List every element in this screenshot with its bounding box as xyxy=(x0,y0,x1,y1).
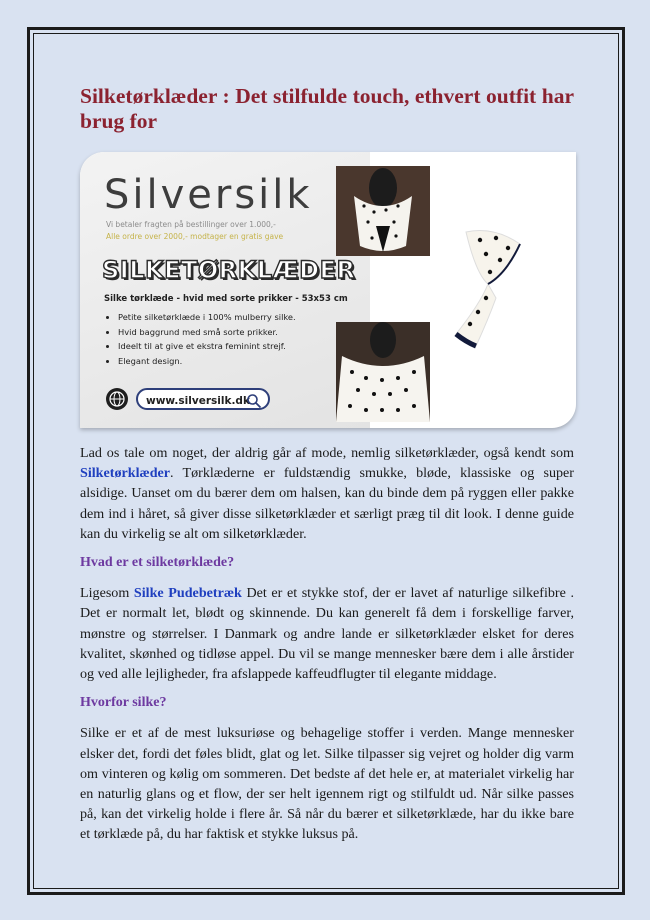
scarf-photo-knot xyxy=(436,224,536,354)
feature-item: • Hvid baggrund med små sorte prikker. xyxy=(118,325,296,340)
feature-item: • Elegant design. xyxy=(118,354,296,369)
intro-paragraph: Lad os tale om noget, der aldrig går af mode, nemlig silketørklæder, også kendt som Silketørklæder. Tørklæderne er fuldstændig smukke, bløde, klassiske og super alsidige. Uanset om du bærer dem om halsen, kan du binde dem på ryggen eller pakke dem ind i håret, så giver disse silketørklæder et særligt præg til dit look. I denne guide kan du virkelig se alt om silketørklæder. xyxy=(80,445,574,542)
silke-pudebetraek-link[interactable]: Silke Pudebetræk xyxy=(133,585,242,602)
search-icon xyxy=(246,393,262,409)
globe-icon xyxy=(106,388,128,410)
shipping-note: Vi betaler fragten på bestillinger over 1.000,- xyxy=(106,220,276,229)
silketorklaeder-link[interactable]: Silketørklæder xyxy=(80,465,171,482)
scarf-photo-neck xyxy=(336,166,430,256)
page-title: Silketørklæder : Det stilfulde touch, ethvert outfit har brug for xyxy=(80,84,574,133)
section-heading-why: Hvorfor silke? xyxy=(80,695,167,711)
gift-note: Alle ordre over 2000,- modtager en gratis gave xyxy=(106,232,284,241)
feature-item: • Ideelt til at give et ekstra feminint strejf. xyxy=(118,339,296,354)
banner-heading: SILKETØRKLÆDER xyxy=(102,256,356,284)
document-body xyxy=(80,84,574,845)
feature-item: • Petite silketørklæde i 100% mulberry silke. xyxy=(118,310,296,325)
product-banner-image xyxy=(80,152,576,428)
website-url: www.silversilk.dk xyxy=(146,395,250,407)
article-body xyxy=(80,443,574,845)
section-heading-what: Hvad er et silketørklæde? xyxy=(80,555,235,571)
feature-list xyxy=(104,310,296,368)
website-url-box xyxy=(136,388,270,410)
product-name: Silke tørklæde - hvid med sorte prikker - 53x53 cm xyxy=(104,294,348,304)
brand-logo: Silversilk xyxy=(104,172,313,218)
why-paragraph: Silke er et af de mest luksuriøse og behagelige stoffer i verden. Mange mennesker elsker det, fordi det føles blidt, glat og let. Silke tilpasser sig vejret og holder dig varm om vinteren og kølig om sommeren. Det bedste af det hele er, at materialet virkelig har en naturlig glans og et flow, der ser helt igennem rigt og stilfuldt ud. Når silke passes på, kan det virkelig holde i flere år. Så når du bærer et silketørklæde, har du ikke bare et tørklæde på, du har faktisk et stykke luksus på. xyxy=(80,725,574,843)
what-paragraph: Ligesom Silke Pudebetræk Det er et stykke stof, der er lavet af naturlige silkefibre . Det er normalt let, blødt og skinnende. Du kan generelt få dem i forskellige farver, mønstre og størrelser. I Danmark og andre lande er silketørklæder elsket for deres kvalitet, skønhed og tidløse appel. Du vil se mange mennesker bære dem i alle årstider og ved alle lejligheder, fra afslappede kaffeudflugter til elegante middage. xyxy=(80,585,574,683)
scarf-photo-draped xyxy=(336,322,430,422)
